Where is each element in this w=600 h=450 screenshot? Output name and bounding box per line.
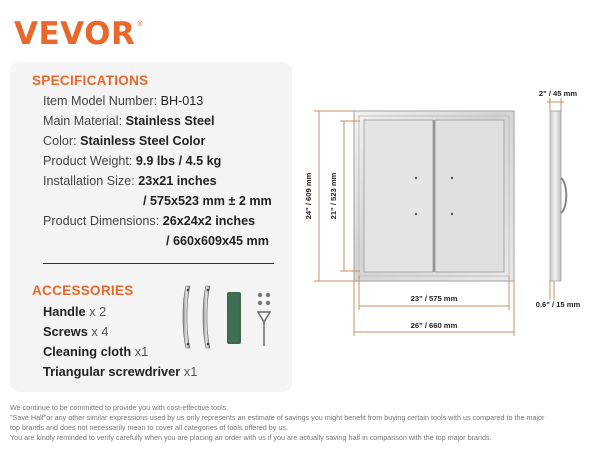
side-profile <box>550 111 566 281</box>
spec-item-model: Item Model Number: BH-013 <box>43 94 204 108</box>
overall-height-label: 24" / 609 mm <box>304 172 313 220</box>
spec-product-dimensions-mm: / 660x609x45 mm <box>166 234 269 248</box>
accessory-handle: Handle x 2 <box>43 304 107 319</box>
flange-label: 0.6" / 15 mm <box>535 300 581 309</box>
door-frame <box>354 111 514 281</box>
spec-product-dimensions: Product Dimensions: 26x24x2 inches <box>43 214 256 228</box>
divider <box>43 263 274 264</box>
depth-label: 2" / 45 mm <box>538 89 578 98</box>
accessories-illustration <box>178 282 278 354</box>
specifications-title: SPECIFICATIONS <box>32 73 149 88</box>
opening-height-label: 21" / 523 mm <box>329 172 338 220</box>
opening-width-label: 23" / 575 mm <box>410 294 458 303</box>
handle-icon <box>183 286 190 348</box>
footer-line-2: "Save Half"or any other similar expressions used by us only represents an estimate of savings you might benefit from buying certain tools with us compared to the major <box>10 413 545 422</box>
accessory-screwdriver: Triangular screwdriver x1 <box>43 364 198 379</box>
screwdriver-icon <box>258 312 270 346</box>
spec-installation-size: Installation Size: 23x21 inches <box>43 174 217 188</box>
cleaning-cloth-icon <box>227 292 241 344</box>
spec-installation-size-mm: / 575x523 mm ± 2 mm <box>143 194 272 208</box>
spec-weight: Product Weight: 9.9 lbs / 4.5 kg <box>43 154 222 168</box>
spec-color: Color: Stainless Steel Color <box>43 134 206 148</box>
brand-logo: VEVOR® <box>14 16 144 52</box>
handle-icon <box>203 286 210 348</box>
accessory-screws: Screws x 4 <box>43 324 109 339</box>
screws-icon <box>258 293 270 305</box>
footer-line-1: We continue to be committed to provide you with cost-effective tools. <box>10 403 229 412</box>
accessories-title: ACCESSORIES <box>32 283 134 298</box>
overall-width-label: 26" / 660 mm <box>410 321 458 330</box>
footer-line-4: You are kindly reminded to verify carefully when you are placing an order with us if you are actually saving half in comparison with the top major brands. <box>10 433 492 442</box>
footer-line-3: top brands and does not necessarily mean to cover all categories of tools offered by us. <box>10 423 288 432</box>
accessory-cleaning-cloth: Cleaning cloth x1 <box>43 344 149 359</box>
spec-main-material: Main Material: Stainless Steel <box>43 114 215 128</box>
product-dimension-drawing <box>296 78 596 353</box>
